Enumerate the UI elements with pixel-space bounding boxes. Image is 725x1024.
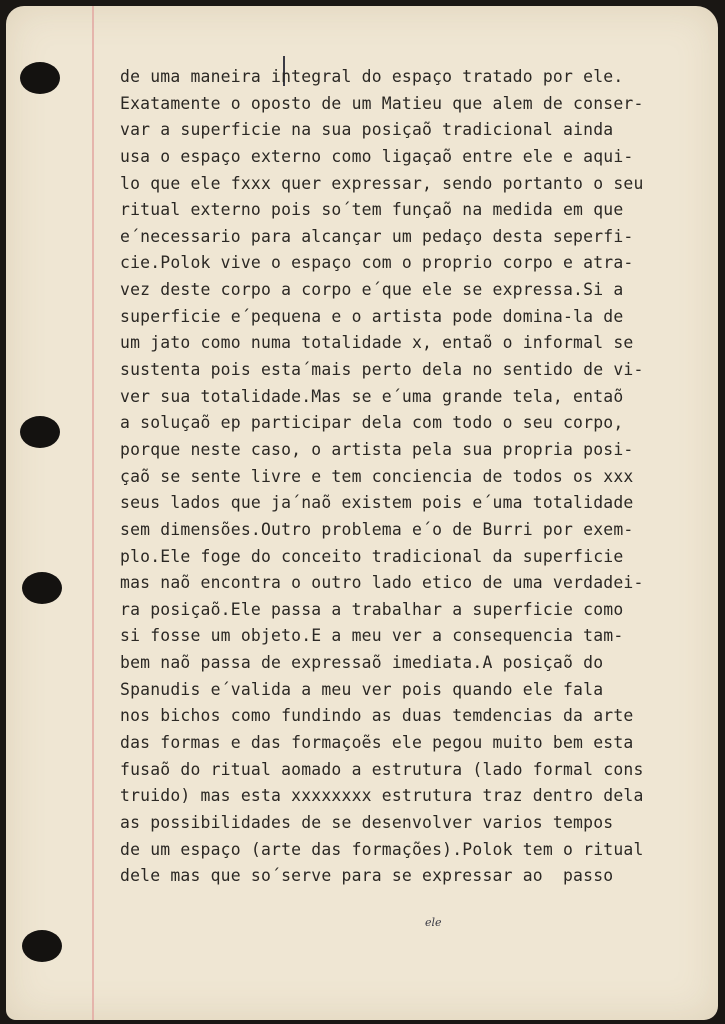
text-line: seus lados que ja´naõ existem pois e´uma totalidade <box>120 493 634 513</box>
text-line: de um espaço (arte das formações).Polok tem o ritual <box>120 839 644 859</box>
text-line: usa o espaço externo como ligaçaõ entre ele e aqui- <box>120 146 634 166</box>
margin-rule <box>92 6 94 1020</box>
text-line: dele mas que so´serve para se expressar ao passo <box>120 866 614 886</box>
text-line: superficie e´pequena e o artista pode domina-la de <box>120 306 624 326</box>
punch-hole-lower-middle <box>22 572 62 604</box>
text-line: ver sua totalidade.Mas se e´uma grande tela, entaõ <box>120 386 624 406</box>
text-line: var a superficie na sua posiçaõ tradicional ainda <box>120 120 614 140</box>
text-line: Spanudis e´valida a meu ver pois quando ele fala <box>120 679 604 699</box>
text-line: fusaõ do ritual aomado a estrutura (lado formal cons <box>120 759 644 779</box>
text-line: sustenta pois esta´mais perto dela no sentido de vi- <box>120 360 644 380</box>
text-line: ra posiçaõ.Ele passa a trabalhar a superficie como <box>120 599 624 619</box>
text-line: de uma maneira integral do espaço tratado por ele. <box>120 67 624 86</box>
typewritten-page <box>6 6 718 1020</box>
text-line: bem naõ passa de expressaõ imediata.A posiçaõ do <box>120 653 604 673</box>
text-line: sem dimensões.Outro problema e´o de Burri por exem- <box>120 519 634 539</box>
handwritten-insertion: ele <box>425 916 442 929</box>
text-line: porque neste caso, o artista pela sua propria posi- <box>120 439 634 459</box>
text-line: nos bichos como fundindo as duas temdencias da arte <box>120 706 634 726</box>
text-line: si fosse um objeto.E a meu ver a consequencia tam- <box>120 626 624 646</box>
text-line: mas naõ encontra o outro lado etico de uma verdadei- <box>120 573 644 593</box>
text-line: cie.Polok vive o espaço com o proprio corpo e atra- <box>120 253 634 273</box>
text-line: e´necessario para alcançar um pedaço desta seperfi- <box>120 226 634 246</box>
text-line: um jato como numa totalidade x, entaõ o informal se <box>120 333 634 353</box>
text-line: ritual externo pois so´tem funçaõ na medida em que <box>120 200 624 220</box>
text-line: a soluçaõ ep participar dela com todo o seu corpo, <box>120 413 624 433</box>
text-line: das formas e das formaçoẽs ele pegou muito bem esta <box>120 733 634 753</box>
text-line: Exatamente o oposto de um Matieu que alem de conser- <box>120 93 644 113</box>
text-line: truido) mas esta xxxxxxxx estrutura traz dentro dela <box>120 786 644 806</box>
text-line: çaõ se sente livre e tem conciencia de todos os xxx <box>120 466 634 486</box>
typewritten-text <box>120 64 716 890</box>
text-line: plo.Ele foge do conceito tradicional da superficie <box>120 546 624 566</box>
punch-hole-top <box>20 62 60 94</box>
text-line: as possibilidades de se desenvolver varios tempos <box>120 812 614 832</box>
text-line: vez deste corpo a corpo e´que ele se expressa.Si a <box>120 280 624 300</box>
punch-hole-bottom <box>22 930 62 962</box>
text-line: lo que ele fxxx quer expressar, sendo portanto o seu <box>120 173 644 193</box>
punch-hole-upper-middle <box>20 416 60 448</box>
